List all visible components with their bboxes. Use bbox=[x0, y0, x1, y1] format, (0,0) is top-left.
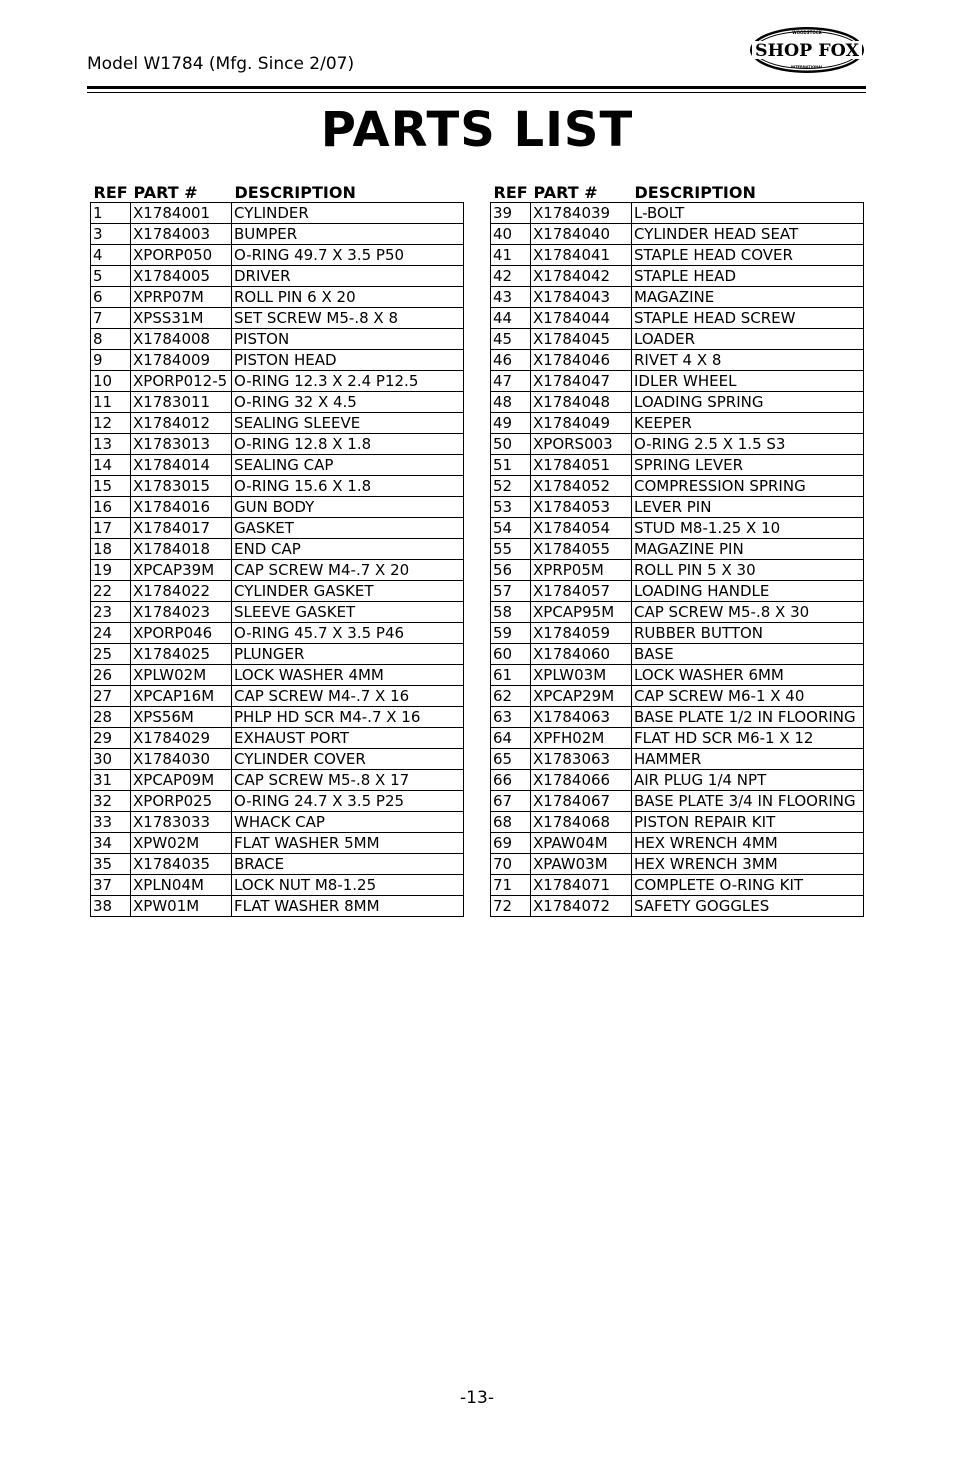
table-row bbox=[91, 224, 464, 245]
table-row bbox=[91, 308, 464, 329]
part-number-cell: X1784044 bbox=[531, 308, 632, 329]
table-row bbox=[491, 392, 864, 413]
table-row bbox=[491, 644, 864, 665]
part-number-cell: X1784016 bbox=[131, 497, 232, 518]
ref-cell: 45 bbox=[491, 329, 531, 350]
ref-cell: 23 bbox=[91, 602, 131, 623]
table-row bbox=[491, 329, 864, 350]
ref-cell: 17 bbox=[91, 518, 131, 539]
part-number-cell: X1784047 bbox=[531, 371, 632, 392]
ref-cell: 56 bbox=[491, 560, 531, 581]
part-number-cell: X1784071 bbox=[531, 875, 632, 896]
ref-cell: 57 bbox=[491, 581, 531, 602]
ref-cell: 16 bbox=[91, 497, 131, 518]
part-number-cell: X1783011 bbox=[131, 392, 232, 413]
description-cell: CAP SCREW M5-.8 X 30 bbox=[632, 602, 864, 623]
table-row bbox=[491, 749, 864, 770]
table-row bbox=[491, 455, 864, 476]
ref-cell: 6 bbox=[91, 287, 131, 308]
part-number-cell: XPAW04M bbox=[531, 833, 632, 854]
table-row bbox=[491, 581, 864, 602]
table-row bbox=[91, 245, 464, 266]
table-row bbox=[91, 497, 464, 518]
part-number-cell: X1784063 bbox=[531, 707, 632, 728]
ref-cell: 24 bbox=[91, 623, 131, 644]
description-cell: LOADING HANDLE bbox=[632, 581, 864, 602]
ref-cell: 35 bbox=[91, 854, 131, 875]
part-number-cell: X1784049 bbox=[531, 413, 632, 434]
ref-cell: 38 bbox=[91, 896, 131, 917]
table-row bbox=[491, 497, 864, 518]
table-row bbox=[91, 728, 464, 749]
ref-cell: 32 bbox=[91, 791, 131, 812]
ref-cell: 48 bbox=[491, 392, 531, 413]
svg-text:WOODSTOCK: WOODSTOCK bbox=[792, 30, 822, 35]
table-row bbox=[91, 266, 464, 287]
part-number-cell: X1783033 bbox=[131, 812, 232, 833]
part-number-cell: X1784042 bbox=[531, 266, 632, 287]
part-number-cell: X1784018 bbox=[131, 539, 232, 560]
part-number-cell: XPRP05M bbox=[531, 560, 632, 581]
ref-cell: 47 bbox=[491, 371, 531, 392]
part-number-cell: XPLW03M bbox=[531, 665, 632, 686]
table-row bbox=[91, 581, 464, 602]
table-row bbox=[491, 896, 864, 917]
description-cell: WHACK CAP bbox=[232, 812, 464, 833]
ref-cell: 53 bbox=[491, 497, 531, 518]
part-number-cell: X1784023 bbox=[131, 602, 232, 623]
ref-cell: 49 bbox=[491, 413, 531, 434]
table-row bbox=[91, 434, 464, 455]
part-number-cell: X1784014 bbox=[131, 455, 232, 476]
svg-text:SHOP FOX: SHOP FOX bbox=[755, 41, 860, 61]
description-cell: O-RING 49.7 X 3.5 P50 bbox=[232, 245, 464, 266]
svg-text:INTERNATIONAL: INTERNATIONAL bbox=[790, 65, 824, 69]
part-number-cell: X1784009 bbox=[131, 350, 232, 371]
table-row bbox=[91, 770, 464, 791]
table-row bbox=[91, 854, 464, 875]
table-row bbox=[91, 455, 464, 476]
description-cell: GUN BODY bbox=[232, 497, 464, 518]
part-number-cell: X1784041 bbox=[531, 245, 632, 266]
table-row bbox=[491, 371, 864, 392]
part-number-cell: X1784025 bbox=[131, 644, 232, 665]
header-rule-thick bbox=[87, 86, 866, 89]
description-cell: SPRING LEVER bbox=[632, 455, 864, 476]
ref-cell: 28 bbox=[91, 707, 131, 728]
part-number-cell: XPLN04M bbox=[131, 875, 232, 896]
table-row bbox=[491, 728, 864, 749]
ref-cell: 14 bbox=[91, 455, 131, 476]
part-number-cell: X1783063 bbox=[531, 749, 632, 770]
ref-cell: 42 bbox=[491, 266, 531, 287]
table-row bbox=[91, 287, 464, 308]
table-row bbox=[91, 644, 464, 665]
ref-cell: 51 bbox=[491, 455, 531, 476]
part-number-cell: XPCAP39M bbox=[131, 560, 232, 581]
description-cell: BRACE bbox=[232, 854, 464, 875]
table-row bbox=[91, 539, 464, 560]
part-number-cell: X1784017 bbox=[131, 518, 232, 539]
description-cell: GASKET bbox=[232, 518, 464, 539]
ref-cell: 8 bbox=[91, 329, 131, 350]
part-number-cell: X1784052 bbox=[531, 476, 632, 497]
description-cell: PHLP HD SCR M4-.7 X 16 bbox=[232, 707, 464, 728]
part-number-cell: X1784072 bbox=[531, 896, 632, 917]
description-cell: MAGAZINE bbox=[632, 287, 864, 308]
description-cell: KEEPER bbox=[632, 413, 864, 434]
description-cell: O-RING 32 X 4.5 bbox=[232, 392, 464, 413]
ref-cell: 30 bbox=[91, 749, 131, 770]
part-number-cell: X1783015 bbox=[131, 476, 232, 497]
table-row bbox=[491, 833, 864, 854]
ref-cell: 68 bbox=[491, 812, 531, 833]
table-row bbox=[491, 350, 864, 371]
table-row bbox=[91, 896, 464, 917]
table-row bbox=[491, 686, 864, 707]
ref-cell: 58 bbox=[491, 602, 531, 623]
description-cell: RIVET 4 X 8 bbox=[632, 350, 864, 371]
table-header-row bbox=[91, 178, 464, 203]
part-number-cell: X1784035 bbox=[131, 854, 232, 875]
column-header-description: DESCRIPTION bbox=[634, 183, 756, 202]
ref-cell: 55 bbox=[491, 539, 531, 560]
parts-table-left bbox=[90, 178, 464, 917]
description-cell: O-RING 15.6 X 1.8 bbox=[232, 476, 464, 497]
ref-cell: 34 bbox=[91, 833, 131, 854]
description-cell: O-RING 12.3 X 2.4 P12.5 bbox=[232, 371, 464, 392]
table-row bbox=[491, 665, 864, 686]
description-cell: O-RING 12.8 X 1.8 bbox=[232, 434, 464, 455]
table-row bbox=[491, 602, 864, 623]
ref-cell: 70 bbox=[491, 854, 531, 875]
table-row bbox=[91, 371, 464, 392]
part-number-cell: X1784003 bbox=[131, 224, 232, 245]
description-cell: PISTON bbox=[232, 329, 464, 350]
table-row bbox=[91, 707, 464, 728]
description-cell: SEALING CAP bbox=[232, 455, 464, 476]
description-cell: PISTON HEAD bbox=[232, 350, 464, 371]
part-number-cell: X1784060 bbox=[531, 644, 632, 665]
table-row bbox=[491, 434, 864, 455]
description-cell: BASE PLATE 3/4 IN FLOORING bbox=[632, 791, 864, 812]
description-cell: O-RING 24.7 X 3.5 P25 bbox=[232, 791, 464, 812]
description-cell: PISTON REPAIR KIT bbox=[632, 812, 864, 833]
part-number-cell: XPW02M bbox=[131, 833, 232, 854]
description-cell: CYLINDER COVER bbox=[232, 749, 464, 770]
part-number-cell: X1784057 bbox=[531, 581, 632, 602]
description-cell: COMPLETE O-RING KIT bbox=[632, 875, 864, 896]
part-number-cell: XPRP07M bbox=[131, 287, 232, 308]
description-cell: RUBBER BUTTON bbox=[632, 623, 864, 644]
ref-cell: 12 bbox=[91, 413, 131, 434]
description-cell: SLEEVE GASKET bbox=[232, 602, 464, 623]
description-cell: CAP SCREW M4-.7 X 20 bbox=[232, 560, 464, 581]
description-cell: COMPRESSION SPRING bbox=[632, 476, 864, 497]
table-row bbox=[491, 308, 864, 329]
description-cell: CAP SCREW M6-1 X 40 bbox=[632, 686, 864, 707]
table-row bbox=[91, 350, 464, 371]
part-number-cell: XPCAP09M bbox=[131, 770, 232, 791]
ref-cell: 46 bbox=[491, 350, 531, 371]
table-row bbox=[91, 602, 464, 623]
description-cell: SEALING SLEEVE bbox=[232, 413, 464, 434]
table-row bbox=[491, 245, 864, 266]
description-cell: END CAP bbox=[232, 539, 464, 560]
description-cell: BUMPER bbox=[232, 224, 464, 245]
table-row bbox=[491, 791, 864, 812]
ref-cell: 4 bbox=[91, 245, 131, 266]
part-number-cell: XPLW02M bbox=[131, 665, 232, 686]
ref-cell: 40 bbox=[491, 224, 531, 245]
ref-cell: 72 bbox=[491, 896, 531, 917]
column-header-description: DESCRIPTION bbox=[234, 183, 356, 202]
ref-cell: 13 bbox=[91, 434, 131, 455]
part-number-cell: XPCAP16M bbox=[131, 686, 232, 707]
table-row bbox=[491, 518, 864, 539]
table-row bbox=[91, 749, 464, 770]
table-row bbox=[91, 329, 464, 350]
part-number-cell: XPCAP95M bbox=[531, 602, 632, 623]
description-cell: O-RING 45.7 X 3.5 P46 bbox=[232, 623, 464, 644]
page-number: -13- bbox=[460, 1388, 494, 1408]
part-number-cell: X1784022 bbox=[131, 581, 232, 602]
ref-cell: 11 bbox=[91, 392, 131, 413]
description-cell: IDLER WHEEL bbox=[632, 371, 864, 392]
ref-cell: 54 bbox=[491, 518, 531, 539]
description-cell: CYLINDER bbox=[232, 203, 464, 224]
description-cell: FLAT WASHER 5MM bbox=[232, 833, 464, 854]
ref-cell: 31 bbox=[91, 770, 131, 791]
table-row bbox=[491, 770, 864, 791]
table-row bbox=[91, 518, 464, 539]
table-row bbox=[491, 203, 864, 224]
table-row bbox=[91, 560, 464, 581]
ref-cell: 67 bbox=[491, 791, 531, 812]
ref-cell: 25 bbox=[91, 644, 131, 665]
description-cell: LOCK NUT M8-1.25 bbox=[232, 875, 464, 896]
ref-cell: 9 bbox=[91, 350, 131, 371]
description-cell: CYLINDER GASKET bbox=[232, 581, 464, 602]
table-row bbox=[91, 812, 464, 833]
table-header-row bbox=[491, 178, 864, 203]
ref-cell: 71 bbox=[491, 875, 531, 896]
ref-cell: 61 bbox=[491, 665, 531, 686]
ref-cell: 59 bbox=[491, 623, 531, 644]
table-row bbox=[491, 476, 864, 497]
part-number-cell: X1784001 bbox=[131, 203, 232, 224]
table-row bbox=[491, 707, 864, 728]
ref-cell: 26 bbox=[91, 665, 131, 686]
ref-cell: 33 bbox=[91, 812, 131, 833]
ref-cell: 64 bbox=[491, 728, 531, 749]
table-row bbox=[491, 623, 864, 644]
description-cell: BASE bbox=[632, 644, 864, 665]
part-number-cell: X1784040 bbox=[531, 224, 632, 245]
table-row bbox=[491, 287, 864, 308]
description-cell: AIR PLUG 1/4 NPT bbox=[632, 770, 864, 791]
ref-cell: 27 bbox=[91, 686, 131, 707]
ref-cell: 43 bbox=[491, 287, 531, 308]
table-row bbox=[91, 665, 464, 686]
part-number-cell: X1784054 bbox=[531, 518, 632, 539]
description-cell: HEX WRENCH 4MM bbox=[632, 833, 864, 854]
ref-cell: 65 bbox=[491, 749, 531, 770]
description-cell: ROLL PIN 6 X 20 bbox=[232, 287, 464, 308]
column-header-ref: REF bbox=[93, 183, 128, 202]
table-row bbox=[491, 224, 864, 245]
ref-cell: 5 bbox=[91, 266, 131, 287]
part-number-cell: XPORS003 bbox=[531, 434, 632, 455]
description-cell: FLAT WASHER 8MM bbox=[232, 896, 464, 917]
description-cell: STAPLE HEAD bbox=[632, 266, 864, 287]
part-number-cell: X1784059 bbox=[531, 623, 632, 644]
description-cell: STAPLE HEAD COVER bbox=[632, 245, 864, 266]
part-number-cell: XPORP025 bbox=[131, 791, 232, 812]
part-number-cell: XPORP012-5 bbox=[131, 371, 232, 392]
ref-cell: 41 bbox=[491, 245, 531, 266]
description-cell: SAFETY GOGGLES bbox=[632, 896, 864, 917]
table-row bbox=[491, 854, 864, 875]
part-number-cell: X1784055 bbox=[531, 539, 632, 560]
part-number-cell: X1784046 bbox=[531, 350, 632, 371]
table-row bbox=[491, 560, 864, 581]
ref-cell: 50 bbox=[491, 434, 531, 455]
description-cell: FLAT HD SCR M6-1 X 12 bbox=[632, 728, 864, 749]
part-number-cell: X1784068 bbox=[531, 812, 632, 833]
part-number-cell: X1784048 bbox=[531, 392, 632, 413]
shop-fox-logo bbox=[748, 24, 866, 76]
description-cell: SET SCREW M5-.8 X 8 bbox=[232, 308, 464, 329]
ref-cell: 3 bbox=[91, 224, 131, 245]
description-cell: LOCK WASHER 4MM bbox=[232, 665, 464, 686]
description-cell: LOADING SPRING bbox=[632, 392, 864, 413]
table-row bbox=[91, 833, 464, 854]
part-number-cell: XPORP050 bbox=[131, 245, 232, 266]
description-cell: PLUNGER bbox=[232, 644, 464, 665]
part-number-cell: X1784043 bbox=[531, 287, 632, 308]
description-cell: LOCK WASHER 6MM bbox=[632, 665, 864, 686]
ref-cell: 62 bbox=[491, 686, 531, 707]
table-row bbox=[91, 413, 464, 434]
ref-cell: 39 bbox=[491, 203, 531, 224]
ref-cell: 37 bbox=[91, 875, 131, 896]
column-header-part: PART # bbox=[533, 183, 598, 202]
table-row bbox=[91, 623, 464, 644]
table-row bbox=[91, 476, 464, 497]
table-row bbox=[491, 812, 864, 833]
description-cell: MAGAZINE PIN bbox=[632, 539, 864, 560]
description-cell: CYLINDER HEAD SEAT bbox=[632, 224, 864, 245]
ref-cell: 63 bbox=[491, 707, 531, 728]
table-row bbox=[91, 686, 464, 707]
description-cell: O-RING 2.5 X 1.5 S3 bbox=[632, 434, 864, 455]
table-row bbox=[91, 875, 464, 896]
description-cell: CAP SCREW M5-.8 X 17 bbox=[232, 770, 464, 791]
description-cell: L-BOLT bbox=[632, 203, 864, 224]
part-number-cell: XPCAP29M bbox=[531, 686, 632, 707]
column-header-part: PART # bbox=[133, 183, 198, 202]
header-rule-thin bbox=[87, 92, 866, 93]
ref-cell: 44 bbox=[491, 308, 531, 329]
ref-cell: 22 bbox=[91, 581, 131, 602]
description-cell: HAMMER bbox=[632, 749, 864, 770]
part-number-cell: X1784045 bbox=[531, 329, 632, 350]
description-cell: DRIVER bbox=[232, 266, 464, 287]
ref-cell: 66 bbox=[491, 770, 531, 791]
ref-cell: 52 bbox=[491, 476, 531, 497]
table-row bbox=[91, 791, 464, 812]
part-number-cell: X1784030 bbox=[131, 749, 232, 770]
part-number-cell: X1784051 bbox=[531, 455, 632, 476]
table-row bbox=[491, 413, 864, 434]
part-number-cell: XPW01M bbox=[131, 896, 232, 917]
ref-cell: 18 bbox=[91, 539, 131, 560]
part-number-cell: X1784012 bbox=[131, 413, 232, 434]
part-number-cell: X1784067 bbox=[531, 791, 632, 812]
part-number-cell: X1783013 bbox=[131, 434, 232, 455]
part-number-cell: X1784053 bbox=[531, 497, 632, 518]
description-cell: ROLL PIN 5 X 30 bbox=[632, 560, 864, 581]
part-number-cell: X1784008 bbox=[131, 329, 232, 350]
ref-cell: 15 bbox=[91, 476, 131, 497]
description-cell: LOADER bbox=[632, 329, 864, 350]
ref-cell: 29 bbox=[91, 728, 131, 749]
table-row bbox=[91, 392, 464, 413]
description-cell: EXHAUST PORT bbox=[232, 728, 464, 749]
part-number-cell: XPS56M bbox=[131, 707, 232, 728]
ref-cell: 69 bbox=[491, 833, 531, 854]
part-number-cell: X1784005 bbox=[131, 266, 232, 287]
description-cell: HEX WRENCH 3MM bbox=[632, 854, 864, 875]
table-row bbox=[491, 875, 864, 896]
description-cell: BASE PLATE 1/2 IN FLOORING bbox=[632, 707, 864, 728]
parts-table-left-body bbox=[91, 203, 464, 917]
ref-cell: 7 bbox=[91, 308, 131, 329]
table-row bbox=[491, 539, 864, 560]
model-label: Model W1784 (Mfg. Since 2/07) bbox=[87, 54, 355, 74]
part-number-cell: XPORP046 bbox=[131, 623, 232, 644]
parts-table-right bbox=[490, 178, 864, 917]
part-number-cell: XPFH02M bbox=[531, 728, 632, 749]
description-cell: STUD M8-1.25 X 10 bbox=[632, 518, 864, 539]
table-row bbox=[491, 266, 864, 287]
part-number-cell: XPAW03M bbox=[531, 854, 632, 875]
ref-cell: 60 bbox=[491, 644, 531, 665]
description-cell: LEVER PIN bbox=[632, 497, 864, 518]
part-number-cell: X1784029 bbox=[131, 728, 232, 749]
parts-table-right-body bbox=[491, 203, 864, 917]
column-header-ref: REF bbox=[493, 183, 528, 202]
part-number-cell: X1784039 bbox=[531, 203, 632, 224]
part-number-cell: XPSS31M bbox=[131, 308, 232, 329]
ref-cell: 10 bbox=[91, 371, 131, 392]
ref-cell: 1 bbox=[91, 203, 131, 224]
part-number-cell: X1784066 bbox=[531, 770, 632, 791]
ref-cell: 19 bbox=[91, 560, 131, 581]
table-row bbox=[91, 203, 464, 224]
page-title: PARTS LIST bbox=[320, 102, 634, 158]
description-cell: STAPLE HEAD SCREW bbox=[632, 308, 864, 329]
description-cell: CAP SCREW M4-.7 X 16 bbox=[232, 686, 464, 707]
